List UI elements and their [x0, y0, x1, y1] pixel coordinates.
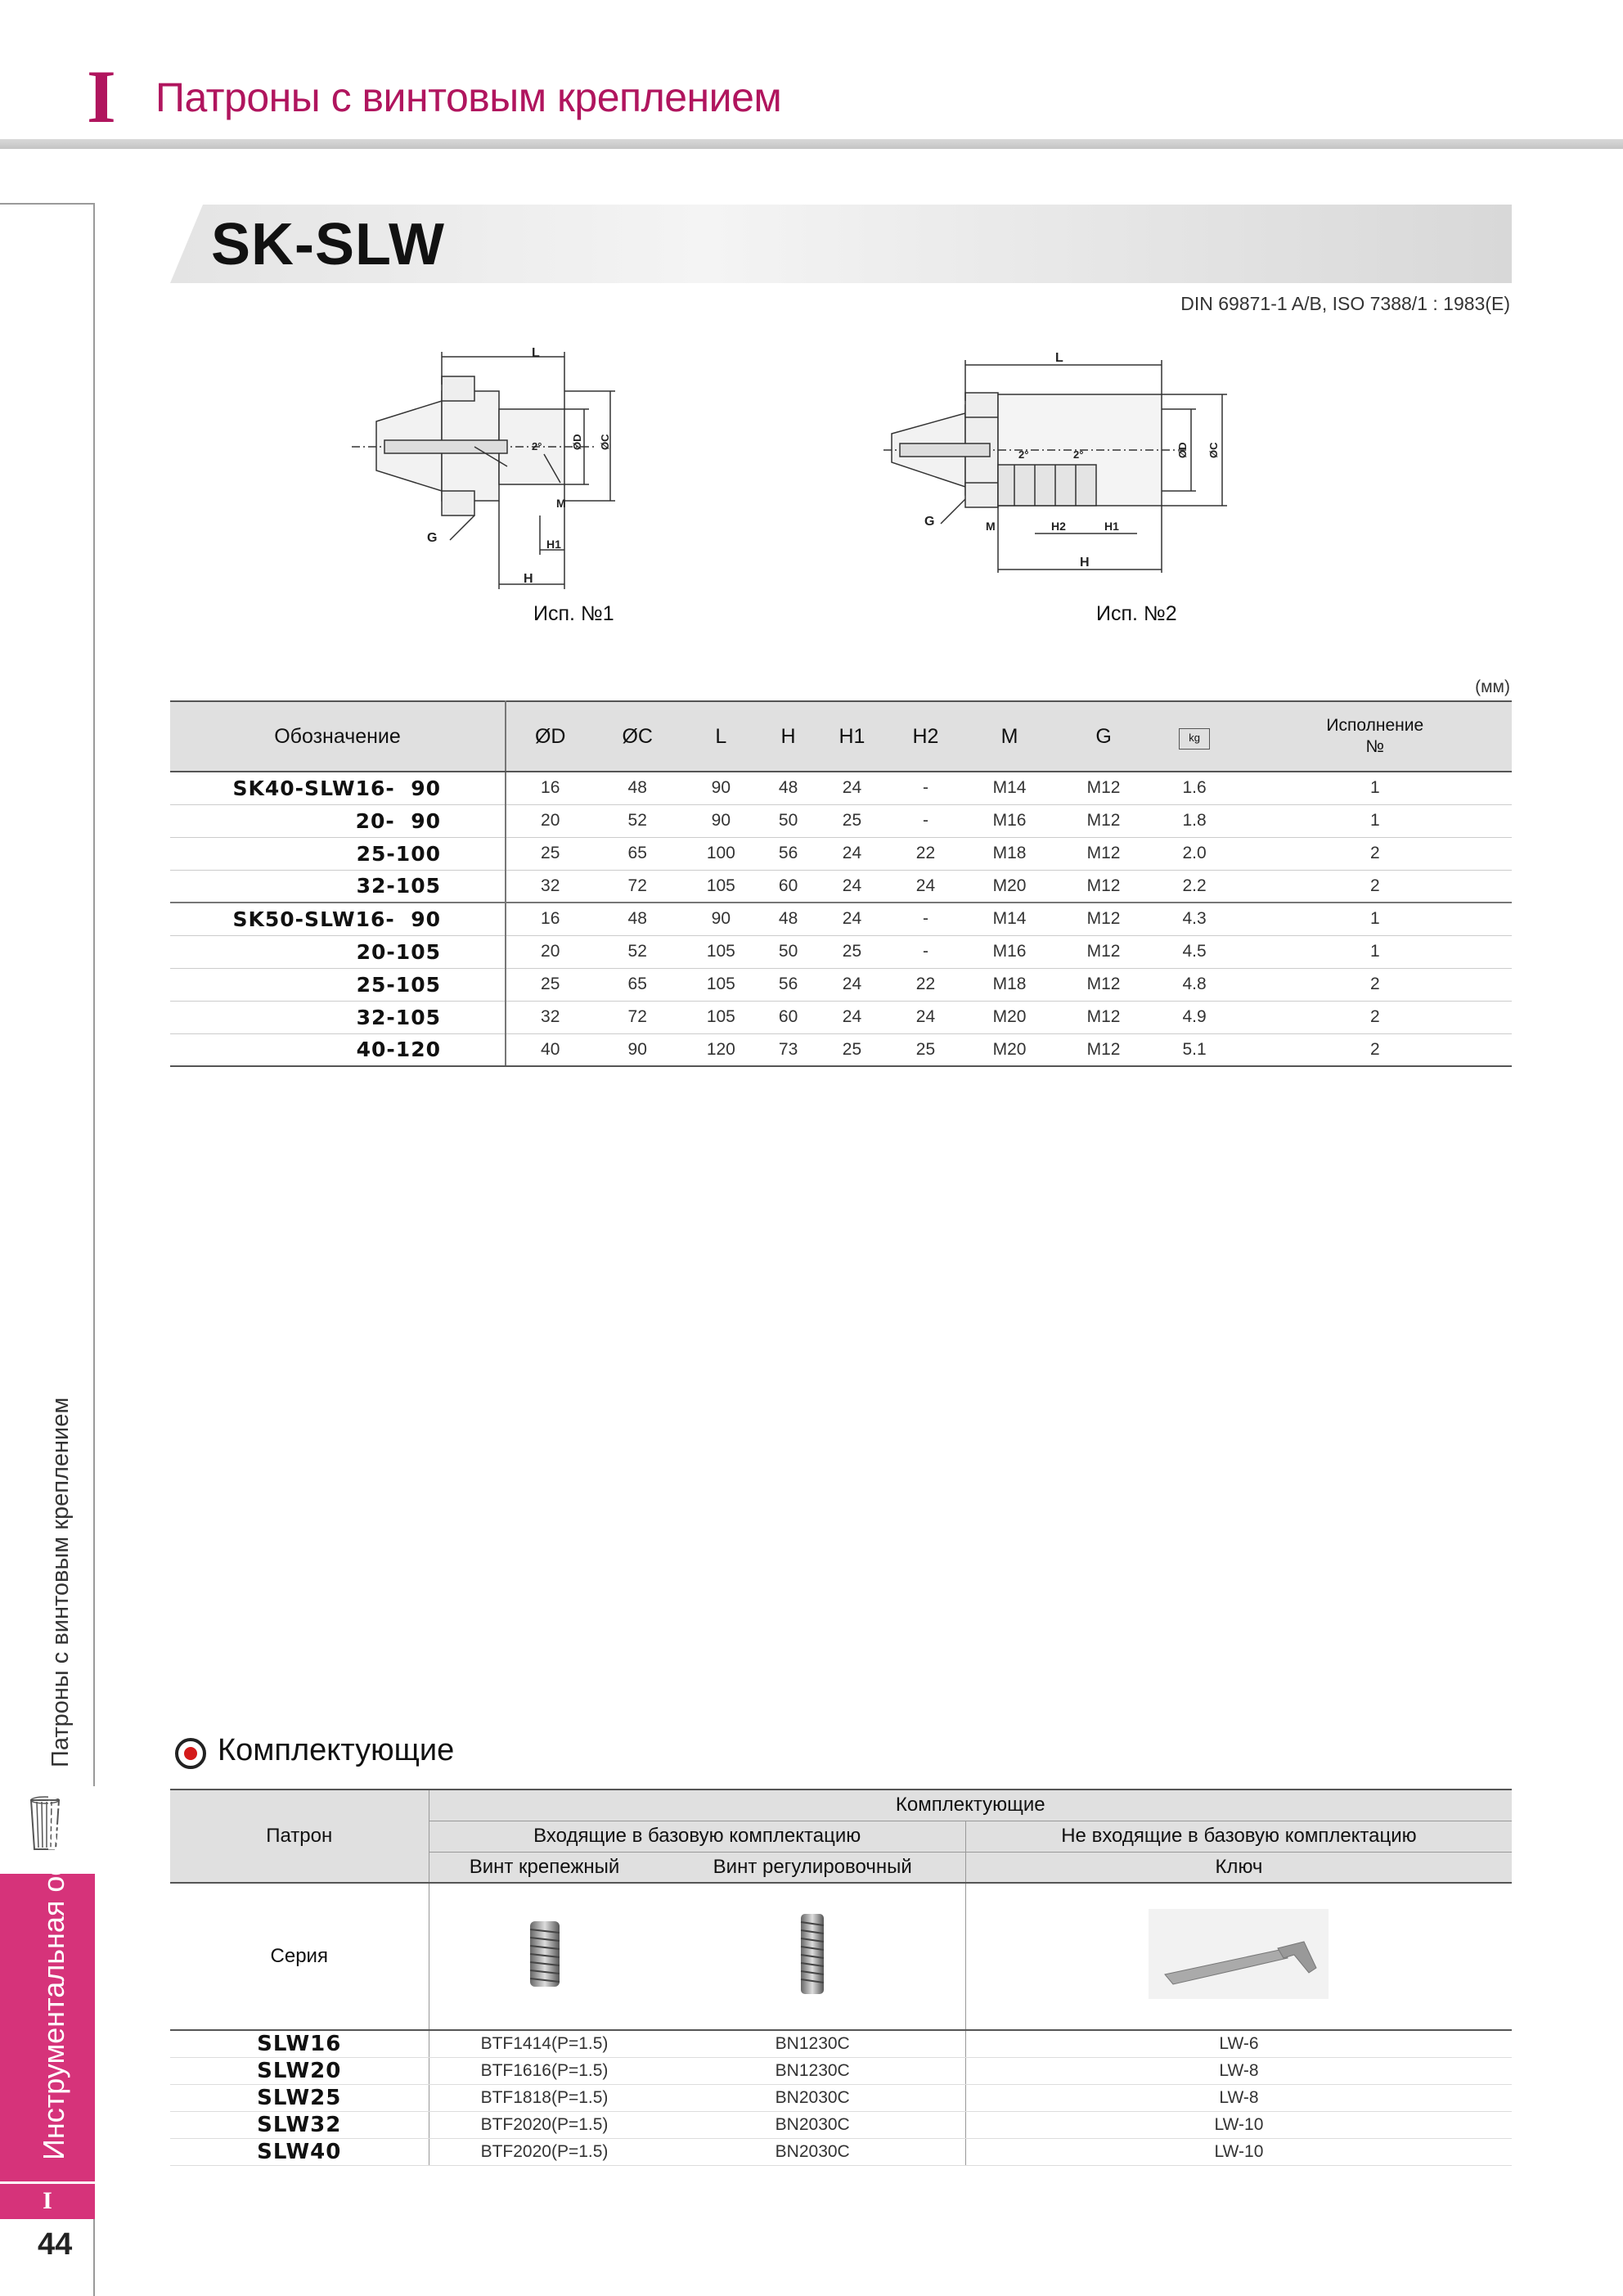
- table-row: [170, 870, 1512, 903]
- table-cell: 105: [681, 870, 762, 903]
- spec-table: [170, 700, 1512, 1067]
- adj-screw-cell: BN1230C: [660, 2057, 966, 2084]
- technical-drawing: [352, 327, 1366, 597]
- table-cell: 72: [594, 1001, 681, 1033]
- table-cell: 22: [888, 968, 962, 1001]
- side-vertical-rule: [93, 203, 95, 1786]
- table-cell: -: [888, 804, 962, 837]
- adj-screw-cell: BN2030C: [660, 2138, 966, 2165]
- col-holder: Патрон: [170, 1790, 429, 1883]
- dim-D-2: ØD: [1176, 442, 1189, 458]
- table-cell: 1: [1239, 772, 1512, 804]
- col-fix-screw: Винт крепежный: [429, 1852, 660, 1883]
- dim-H1-1: H1: [546, 538, 561, 551]
- table-cell: 2.0: [1151, 837, 1239, 870]
- drawing-2-caption: Исп. №2: [1096, 602, 1177, 625]
- series-name-cell: SLW25: [170, 2084, 429, 2111]
- col-accessories-group: Комплектующие: [429, 1790, 1512, 1821]
- table-cell: 65: [594, 837, 681, 870]
- dim-M-2: M: [986, 520, 996, 533]
- fix-screw-cell: BTF1616(P=1.5): [429, 2057, 660, 2084]
- table-cell: 4.3: [1151, 903, 1239, 935]
- table-cell: 120: [681, 1033, 762, 1066]
- table-cell: 48: [762, 903, 816, 935]
- table-cell: 1.8: [1151, 804, 1239, 837]
- table-cell: 20: [506, 804, 594, 837]
- table-row: [170, 2030, 1512, 2057]
- table-cell: 48: [762, 772, 816, 804]
- side-bottom-rule: [93, 2219, 95, 2296]
- col-variant-no: №: [1365, 737, 1385, 756]
- table-cell: 2: [1239, 870, 1512, 903]
- fix-screw-cell: BTF2020(P=1.5): [429, 2111, 660, 2138]
- table-cell: 2: [1239, 1001, 1512, 1033]
- table-cell: M12: [1057, 804, 1151, 837]
- key-cell: LW-10: [965, 2111, 1512, 2138]
- table-cell: M16: [962, 935, 1056, 968]
- table-cell: 40: [506, 1033, 594, 1066]
- section-mark: I: [87, 55, 116, 138]
- dim-L-2: L: [1055, 351, 1063, 365]
- table-cell: 5.1: [1151, 1033, 1239, 1066]
- table-cell: 1: [1239, 804, 1512, 837]
- col-variant-label: Исполнение: [1326, 716, 1424, 735]
- series-name-cell: SLW40: [170, 2138, 429, 2165]
- table-cell: 2: [1239, 968, 1512, 1001]
- series-image-row: [170, 1883, 1512, 2030]
- side-top-rule: [0, 203, 95, 205]
- table-cell: 52: [594, 804, 681, 837]
- dim-angle-2b: 2°: [1073, 448, 1084, 461]
- col-variant: [1239, 701, 1512, 772]
- fix-screw-image: [429, 1883, 660, 2030]
- col-designation: Обозначение: [170, 701, 506, 772]
- col-excluded: Не входящие в базовую комплектацию: [965, 1821, 1512, 1852]
- designation-cell: 25-100: [170, 837, 506, 870]
- adj-screw-cell: BN2030C: [660, 2084, 966, 2111]
- series-label: Серия: [170, 1883, 429, 2030]
- table-cell: 50: [762, 935, 816, 968]
- page-number: 44: [38, 2227, 73, 2262]
- dim-L-1: L: [532, 346, 540, 360]
- header-divider: [0, 139, 1623, 149]
- table-cell: 65: [594, 968, 681, 1001]
- table-cell: 50: [762, 804, 816, 837]
- table-cell: 2.2: [1151, 870, 1239, 903]
- table-cell: 72: [594, 870, 681, 903]
- table-cell: 4.5: [1151, 935, 1239, 968]
- table-cell: 24: [815, 903, 888, 935]
- col-key: Ключ: [965, 1852, 1512, 1883]
- key-cell: LW-6: [965, 2030, 1512, 2057]
- table-cell: 25: [888, 1033, 962, 1066]
- designation-cell: SK40-SLW16- 90: [170, 772, 506, 804]
- drawing-1-caption: Исп. №1: [533, 602, 614, 625]
- table-cell: 56: [762, 837, 816, 870]
- units-label: (мм): [1475, 678, 1510, 696]
- table-row: [170, 2138, 1512, 2165]
- acc-header-row-1: [170, 1790, 1512, 1821]
- designation-cell: 40-120: [170, 1033, 506, 1066]
- table-cell: 32: [506, 870, 594, 903]
- table-row: [170, 903, 1512, 935]
- col-m: M: [962, 701, 1056, 772]
- col-h2: H2: [888, 701, 962, 772]
- bullet-icon: [175, 1738, 206, 1769]
- series-name-cell: SLW16: [170, 2030, 429, 2057]
- col-included: Входящие в базовую комплектацию: [429, 1821, 965, 1852]
- table-cell: 2: [1239, 837, 1512, 870]
- table-cell: 100: [681, 837, 762, 870]
- col-h: H: [762, 701, 816, 772]
- dim-angle-1: 2°: [532, 440, 542, 452]
- table-cell: 90: [681, 772, 762, 804]
- col-d: ØD: [506, 701, 594, 772]
- table-cell: M12: [1057, 837, 1151, 870]
- dim-H2-2: H2: [1051, 520, 1066, 533]
- col-c: ØC: [594, 701, 681, 772]
- adj-screw-icon: [788, 1909, 837, 1999]
- table-cell: 4.8: [1151, 968, 1239, 1001]
- hex-key-icon: [1149, 1909, 1329, 1999]
- table-cell: M20: [962, 1033, 1056, 1066]
- dim-C-2: ØC: [1207, 442, 1220, 458]
- adj-screw-cell: BN2030C: [660, 2111, 966, 2138]
- designation-cell: 25-105: [170, 968, 506, 1001]
- table-cell: 48: [594, 903, 681, 935]
- table-cell: M12: [1057, 870, 1151, 903]
- designation-cell: 20- 90: [170, 804, 506, 837]
- dim-D-1: ØD: [571, 434, 583, 450]
- designation-cell: 32-105: [170, 1001, 506, 1033]
- table-cell: 24: [815, 837, 888, 870]
- table-cell: 2: [1239, 1033, 1512, 1066]
- table-cell: 25: [506, 968, 594, 1001]
- table-cell: -: [888, 903, 962, 935]
- table-cell: M18: [962, 968, 1056, 1001]
- table-cell: 25: [815, 1033, 888, 1066]
- table-cell: 24: [815, 1001, 888, 1033]
- table-cell: M12: [1057, 1033, 1151, 1066]
- table-cell: 105: [681, 968, 762, 1001]
- category-tab-label: Инструментальная оснастка: [37, 1770, 70, 2160]
- table-cell: 22: [888, 837, 962, 870]
- table-cell: 90: [594, 1033, 681, 1066]
- adj-screw-cell: BN1230C: [660, 2030, 966, 2057]
- table-cell: M12: [1057, 935, 1151, 968]
- dim-H1-2: H1: [1104, 520, 1119, 533]
- table-cell: 1.6: [1151, 772, 1239, 804]
- table-row: [170, 1001, 1512, 1033]
- accessories-table: [170, 1789, 1512, 2166]
- table-row: [170, 2084, 1512, 2111]
- designation-cell: 32-105: [170, 870, 506, 903]
- drawing-variant-1: [352, 352, 615, 589]
- table-cell: 48: [594, 772, 681, 804]
- fix-screw-cell: BTF2020(P=1.5): [429, 2138, 660, 2165]
- table-cell: M14: [962, 903, 1056, 935]
- table-cell: 90: [681, 903, 762, 935]
- key-cell: LW-10: [965, 2138, 1512, 2165]
- series-name-cell: SLW20: [170, 2057, 429, 2084]
- table-row: [170, 1033, 1512, 1066]
- col-weight: [1151, 701, 1239, 772]
- table-cell: 25: [815, 804, 888, 837]
- adj-screw-image: [660, 1883, 966, 2030]
- table-cell: 24: [888, 870, 962, 903]
- series-name-cell: SLW32: [170, 2111, 429, 2138]
- key-cell: LW-8: [965, 2084, 1512, 2111]
- table-cell: 24: [815, 772, 888, 804]
- table-cell: 52: [594, 935, 681, 968]
- table-cell: 25: [815, 935, 888, 968]
- table-row: [170, 968, 1512, 1001]
- table-cell: -: [888, 935, 962, 968]
- table-cell: 60: [762, 870, 816, 903]
- accessories-title: Комплектующие: [218, 1733, 455, 1767]
- fix-screw-cell: BTF1818(P=1.5): [429, 2084, 660, 2111]
- page-title: Патроны с винтовым креплением: [155, 74, 782, 120]
- table-row: [170, 2057, 1512, 2084]
- table-cell: M20: [962, 1001, 1056, 1033]
- dim-C-1: ØC: [599, 434, 611, 450]
- dim-H-1: H: [524, 572, 533, 586]
- col-h1: H1: [815, 701, 888, 772]
- table-cell: 16: [506, 903, 594, 935]
- table-cell: 24: [815, 870, 888, 903]
- table-cell: M16: [962, 804, 1056, 837]
- table-cell: M12: [1057, 1001, 1151, 1033]
- key-image: [965, 1883, 1512, 2030]
- table-cell: M12: [1057, 772, 1151, 804]
- weight-icon: kg: [1179, 728, 1210, 750]
- table-cell: 16: [506, 772, 594, 804]
- table-cell: 24: [888, 1001, 962, 1033]
- product-title: SK-SLW: [211, 212, 445, 277]
- table-cell: 32: [506, 1001, 594, 1033]
- table-row: [170, 772, 1512, 804]
- dim-M-1: M: [556, 497, 566, 510]
- table-cell: 1: [1239, 903, 1512, 935]
- designation-cell: SK50-SLW16- 90: [170, 903, 506, 935]
- dim-G-1: G: [427, 531, 438, 545]
- fix-screw-cell: BTF1414(P=1.5): [429, 2030, 660, 2057]
- standard-reference: DIN 69871-1 A/B, ISO 7388/1 : 1983(E): [1180, 293, 1510, 314]
- table-cell: -: [888, 772, 962, 804]
- table-cell: 105: [681, 1001, 762, 1033]
- table-row: [170, 2111, 1512, 2138]
- table-cell: M12: [1057, 903, 1151, 935]
- table-cell: 56: [762, 968, 816, 1001]
- designation-cell: 20-105: [170, 935, 506, 968]
- col-adj-screw: Винт регулировочный: [660, 1852, 966, 1883]
- table-cell: 60: [762, 1001, 816, 1033]
- table-cell: 20: [506, 935, 594, 968]
- table-cell: 90: [681, 804, 762, 837]
- table-cell: 1: [1239, 935, 1512, 968]
- category-tab-mark: I: [0, 2181, 95, 2219]
- table-cell: M14: [962, 772, 1056, 804]
- drawing-variant-2: [883, 360, 1227, 573]
- table-cell: 4.9: [1151, 1001, 1239, 1033]
- table-cell: 24: [815, 968, 888, 1001]
- dim-H-2: H: [1080, 556, 1090, 569]
- table-cell: M20: [962, 870, 1056, 903]
- table-row: [170, 837, 1512, 870]
- dim-angle-2a: 2°: [1018, 448, 1029, 461]
- fix-screw-icon: [520, 1913, 569, 1995]
- col-g: G: [1057, 701, 1151, 772]
- table-cell: 73: [762, 1033, 816, 1066]
- table-row: [170, 804, 1512, 837]
- key-cell: LW-8: [965, 2057, 1512, 2084]
- table-row: [170, 935, 1512, 968]
- table-cell: 25: [506, 837, 594, 870]
- side-section-label: Патроны с винтовым креплением: [47, 1397, 74, 1767]
- table-cell: 105: [681, 935, 762, 968]
- dim-G-2: G: [924, 515, 935, 529]
- table-cell: M12: [1057, 968, 1151, 1001]
- col-l: L: [681, 701, 762, 772]
- table-cell: M18: [962, 837, 1056, 870]
- spec-header-row: [170, 701, 1512, 772]
